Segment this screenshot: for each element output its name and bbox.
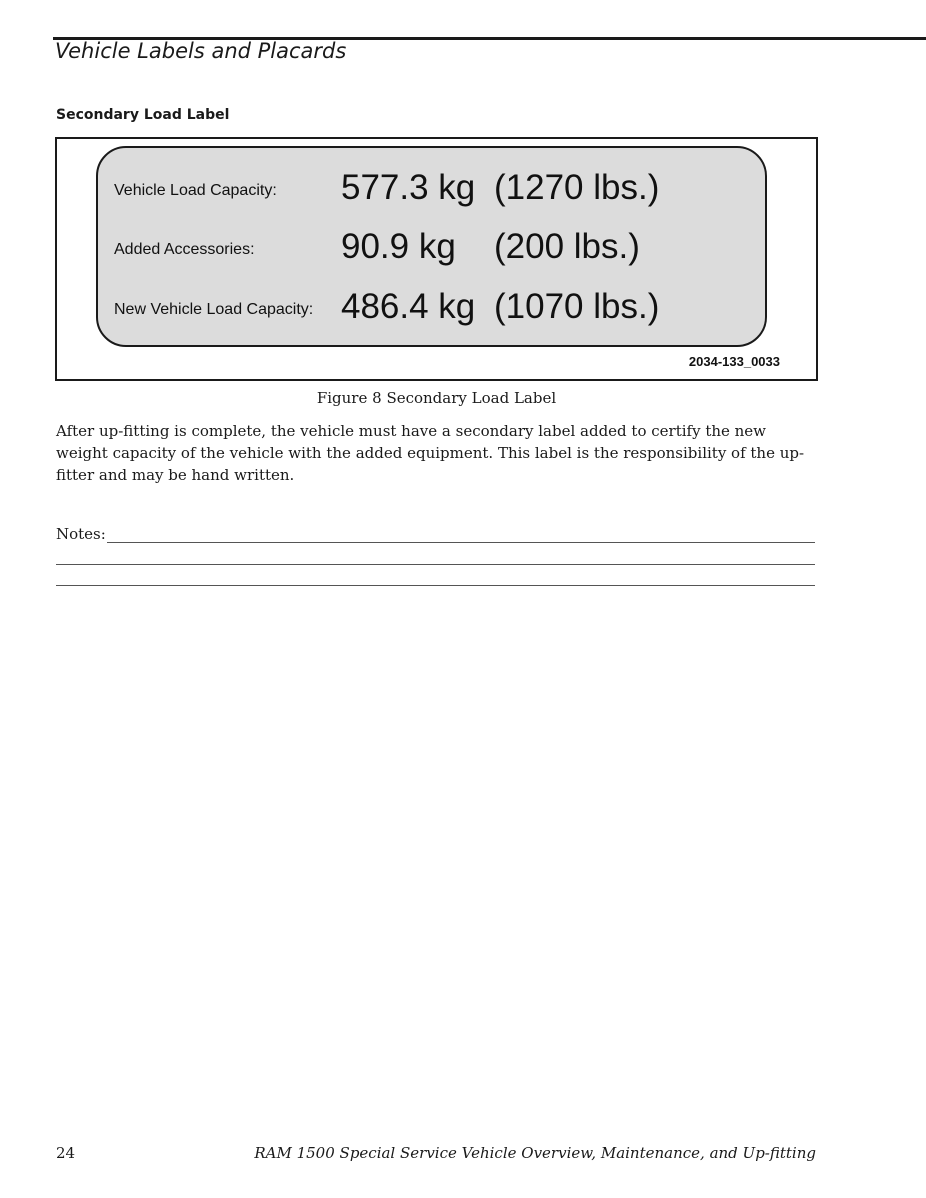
page-number: 24: [56, 1144, 76, 1162]
notes-line: [56, 564, 815, 565]
row-label: Added Accessories:: [114, 241, 255, 258]
label-row-vehicle-load-capacity: [98, 168, 765, 218]
notes-label: Notes:: [56, 525, 106, 543]
row-lbs-value: (1270 lbs.): [494, 168, 660, 207]
row-kg-value: 90.9 kg: [341, 227, 456, 266]
footer-document-title: RAM 1500 Special Service Vehicle Overview, Maintenance, and Up-fitting: [254, 1144, 816, 1162]
secondary-load-label-plate: [96, 146, 767, 347]
row-label: Vehicle Load Capacity:: [114, 182, 277, 199]
notes-line: [56, 585, 815, 586]
row-kg-value: 486.4 kg: [341, 287, 476, 326]
row-kg-value: 577.3 kg: [341, 168, 476, 207]
body-paragraph: After up-fitting is complete, the vehicle must have a secondary label added to certify the new weight capacity of the vehicle with the added equipment. This label is the responsibility of the up-fitter and may be hand written.: [56, 422, 805, 484]
label-row-new-vehicle-load-capacity: [98, 287, 765, 337]
subheading: Secondary Load Label: [56, 107, 230, 123]
figure-id: 2034-133_0033: [688, 354, 780, 369]
label-row-added-accessories: [98, 227, 765, 277]
row-lbs-value: (1070 lbs.): [494, 287, 660, 326]
row-lbs-value: (200 lbs.): [494, 227, 640, 266]
figure-frame: [55, 137, 818, 381]
figure-caption: Figure 8 Secondary Load Label: [316, 389, 557, 407]
section-title: Vehicle Labels and Placards: [55, 39, 347, 63]
row-label: New Vehicle Load Capacity:: [114, 301, 314, 318]
notes-line: [107, 542, 815, 543]
